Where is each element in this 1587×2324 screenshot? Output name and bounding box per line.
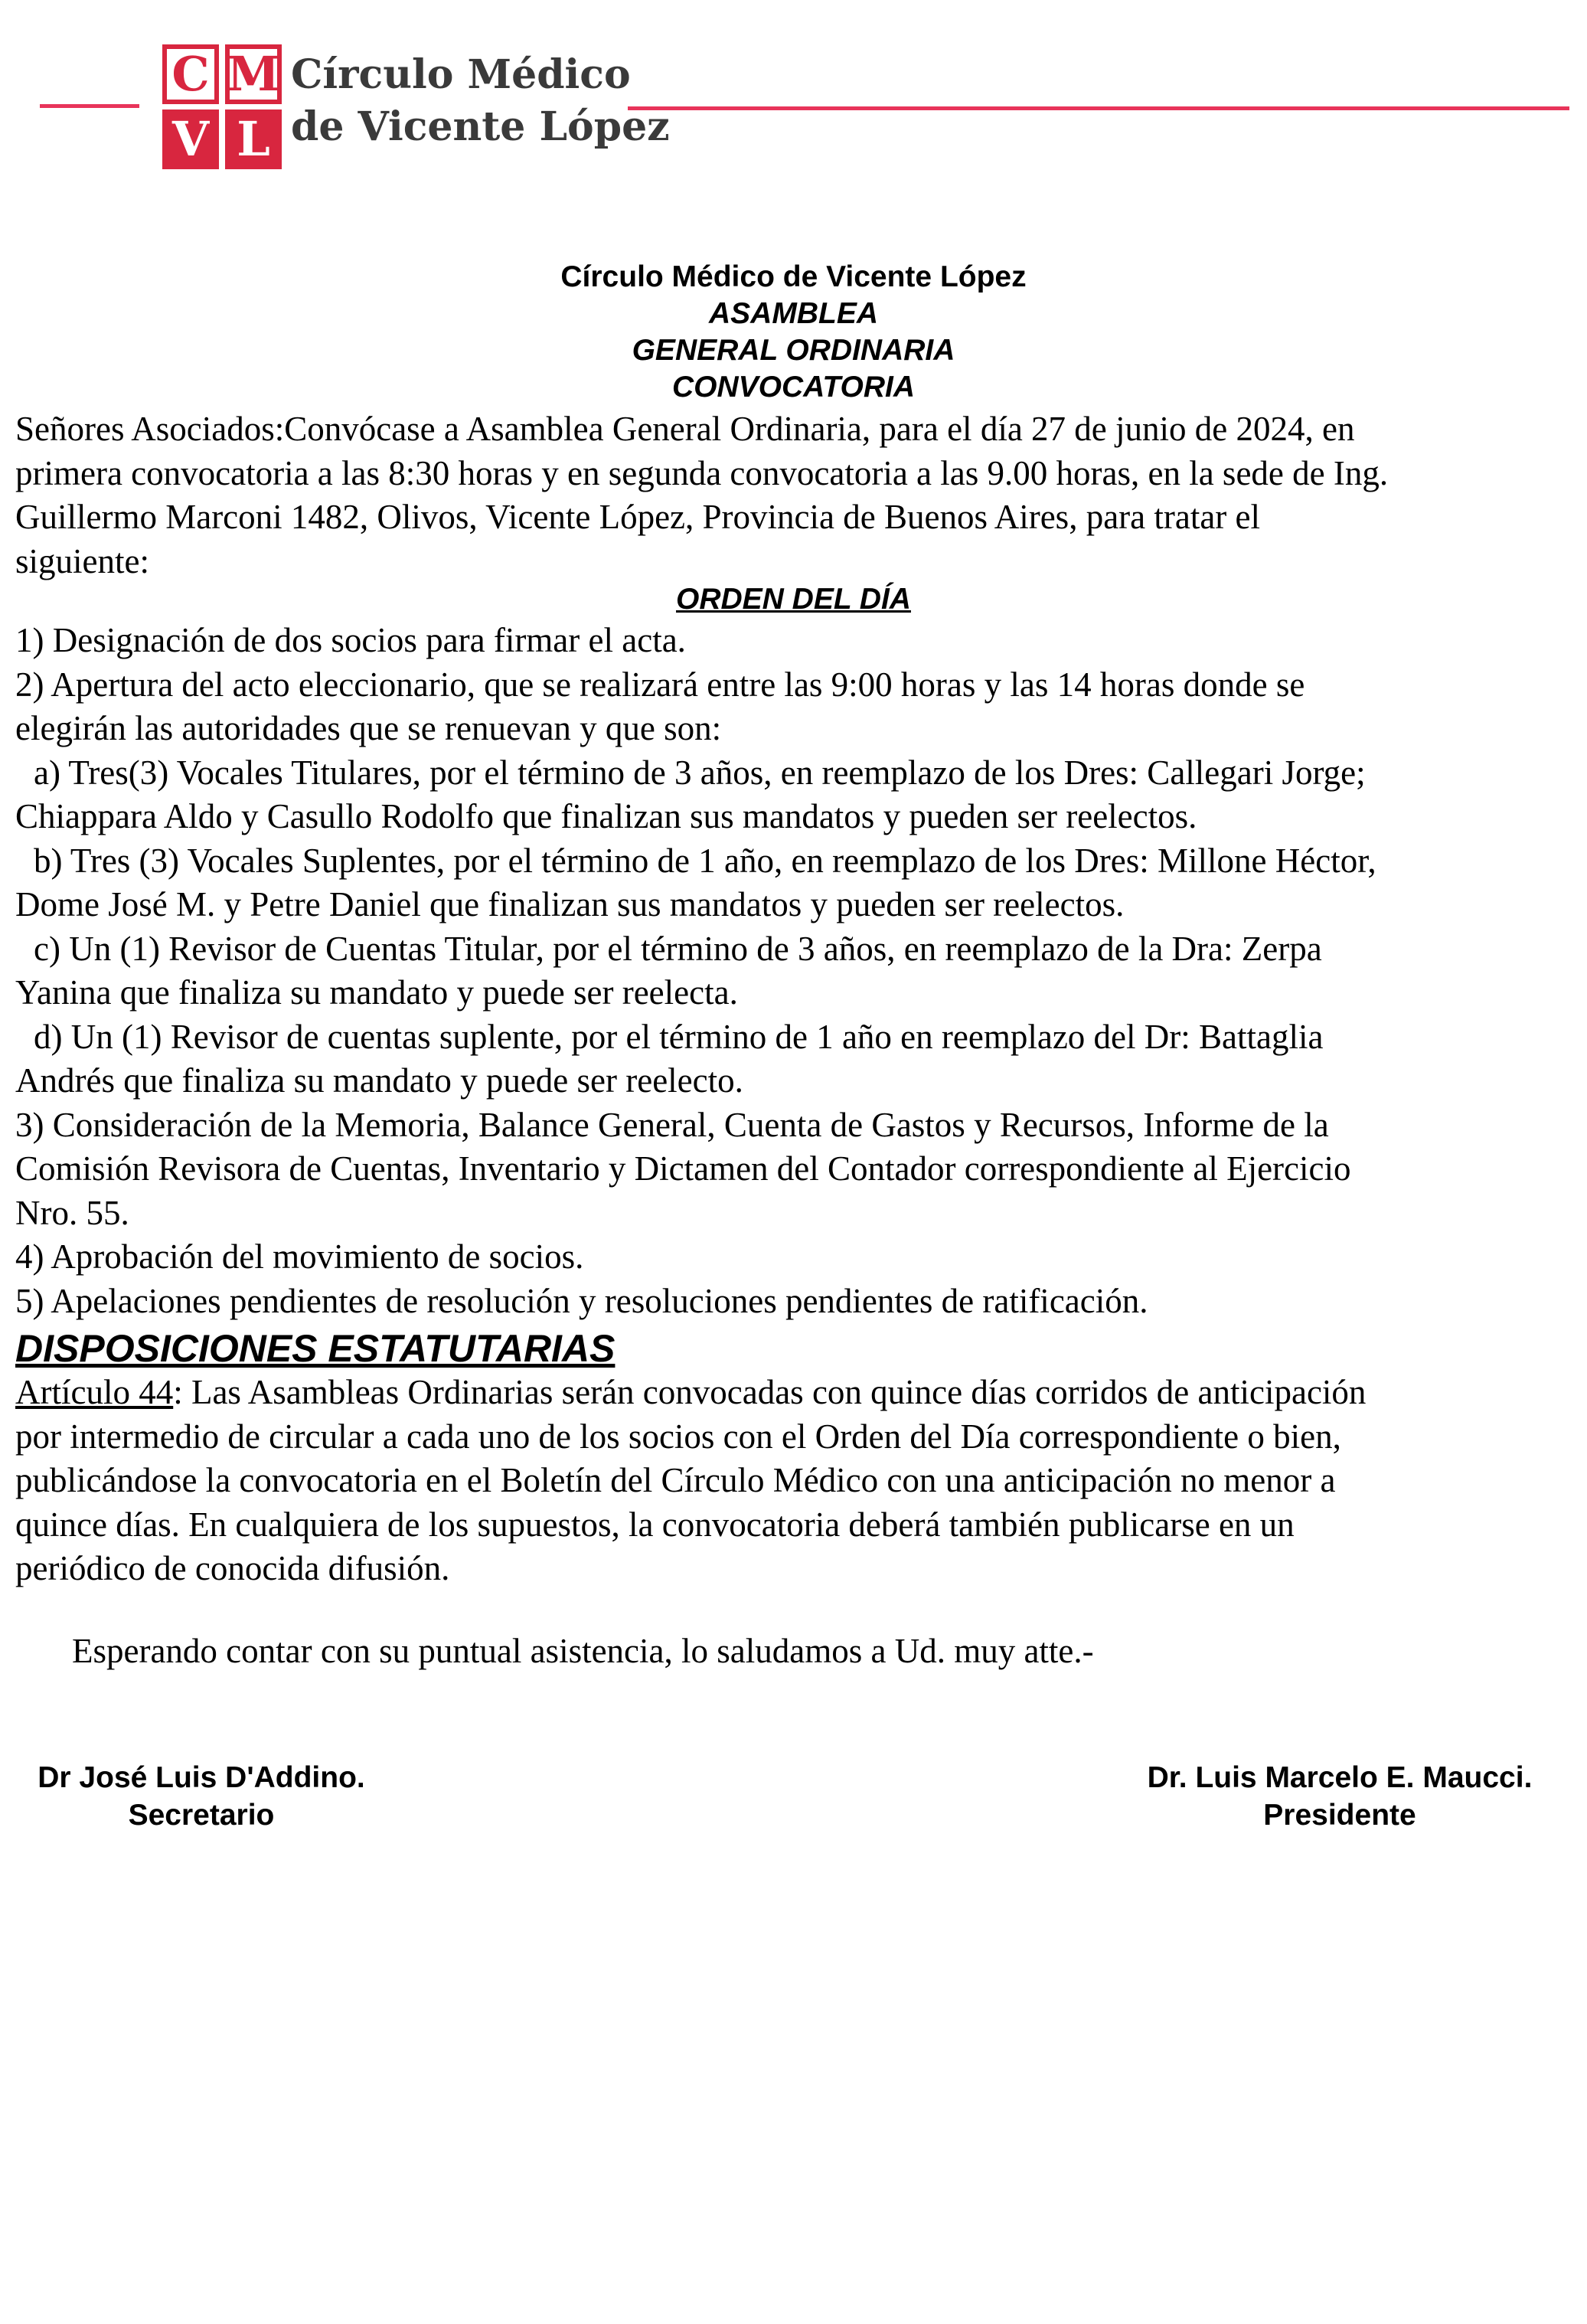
orden-item: 4) Aprobación del movimiento de socios. (15, 1237, 584, 1276)
orden-list (15, 619, 1577, 1323)
closing-line: Esperando contar con su puntual asistencia, lo saludamos a Ud. muy atte.- (72, 1632, 1094, 1670)
disposiciones-title: DISPOSICIONES ESTATUTARIAS (15, 1327, 616, 1370)
presidente-role: Presidente (1263, 1799, 1416, 1832)
orden-subitem-cont: Yanina que finaliza su mandato y puede ser reelecta. (15, 973, 738, 1012)
orden-subitem-cont: Chiappara Aldo y Casullo Rodolfo que finalizan sus mandatos y pueden ser reelectos. (15, 797, 1197, 835)
intro-line: Guillermo Marconi 1482, Olivos, Vicente López, Provincia de Buenos Aires, para tratar el (15, 498, 1261, 536)
secretario-role: Secretario (128, 1799, 275, 1832)
articulo-line: por intermedio de circular a cada uno de los socios con el Orden del Día correspondiente o bien, (15, 1417, 1341, 1456)
logo-letter-l: L (225, 109, 282, 169)
presidente-name: Dr. Luis Marcelo E. Maucci. (1147, 1761, 1533, 1794)
articulo-line: publicándose la convocatoria en el Boletín del Círculo Médico con una anticipación no menor a (15, 1461, 1336, 1499)
articulo-line (15, 1371, 1577, 1415)
orden-item: 2) Apertura del acto eleccionario, que se realizará entre las 9:00 horas y las 14 horas donde se (15, 665, 1305, 704)
letterhead-org-name (291, 49, 670, 153)
orden-del-dia-title: ORDEN DEL DÍA (676, 583, 911, 616)
orden-subitem: c) Un (1) Revisor de Cuentas Titular, por el término de 3 años, en reemplazo de la Dra: Zerpa (34, 929, 1322, 968)
orden-subitem-cont: Andrés que finaliza su mandato y puede ser reelecto. (15, 1061, 743, 1100)
intro-line: Señores Asociados:Convócase a Asamblea General Ordinaria, para el día 27 de junio de 2024, en (15, 410, 1355, 448)
logo-letter-c: C (162, 44, 219, 104)
orden-item: 3) Consideración de la Memoria, Balance General, Cuenta de Gastos y Recursos, Informe de la (15, 1105, 1329, 1144)
heading-convocatoria: CONVOCATORIA (671, 371, 916, 404)
intro-paragraph (15, 407, 1577, 583)
articulo-line: quince días. En cualquiera de los supuestos, la convocatoria deberá también publicarse en un (15, 1505, 1295, 1544)
articulo-line: periódico de conocida difusión. (15, 1549, 450, 1587)
intro-line: primera convocatoria a las 8:30 horas y en segunda convocatoria a las 9.00 horas, en la sede de Ing. (15, 453, 1389, 492)
orden-item: elegirán las autoridades que se renuevan y que son: (15, 709, 722, 747)
orden-item-cont: Comisión Revisora de Cuentas, Inventario y Dictamen del Contador correspondiente al Ejercicio (15, 1149, 1351, 1188)
secretario-name: Dr José Luis D'Addino. (38, 1761, 365, 1794)
orden-subitem: d) Un (1) Revisor de cuentas suplente, por el término de 1 año en reemplazo del Dr: Battaglia (34, 1017, 1324, 1056)
header-rule-right (628, 106, 1569, 110)
heading-org: Círculo Médico de Vicente López (560, 260, 1027, 293)
orden-subitem-cont: Dome José M. y Petre Daniel que finalizan sus mandatos y pueden ser reelectos. (15, 885, 1125, 923)
articulo-text: : Las Asambleas Ordinarias serán convocadas con quince días corridos de anticipación (173, 1373, 1367, 1411)
header-rule-left (40, 104, 139, 108)
signature-presidente (1125, 1759, 1554, 1834)
orden-subitem: a) Tres(3) Vocales Titulares, por el término de 3 años, en reemplazo de los Dres: Callegari Jorge; (34, 753, 1366, 792)
orden-item: 5) Apelaciones pendientes de resolución y resoluciones pendientes de ratificación. (15, 1281, 1148, 1320)
letterhead-line-2: de Vicente López (291, 103, 670, 150)
logo-letter-m: M (225, 44, 282, 104)
orden-subitem: b) Tres (3) Vocales Suplentes, por el término de 1 año, en reemplazo de los Dres: Millone Héctor, (34, 841, 1376, 880)
disposiciones-section (15, 1327, 1577, 1591)
signature-secretario (21, 1759, 381, 1834)
heading-asamblea: ASAMBLEA (709, 297, 878, 330)
intro-line: siguiente: (15, 541, 149, 580)
orden-item-cont: Nro. 55. (15, 1193, 129, 1232)
heading-general-ordinaria: GENERAL ORDINARIA (632, 334, 955, 367)
logo-letter-v: V (162, 109, 219, 169)
articulo-label: Artículo 44 (15, 1373, 174, 1411)
orden-item: 1) Designación de dos socios para firmar el acta. (15, 621, 686, 659)
cmvl-logo (162, 44, 282, 169)
letterhead-line-1: Círculo Médico (291, 51, 631, 98)
